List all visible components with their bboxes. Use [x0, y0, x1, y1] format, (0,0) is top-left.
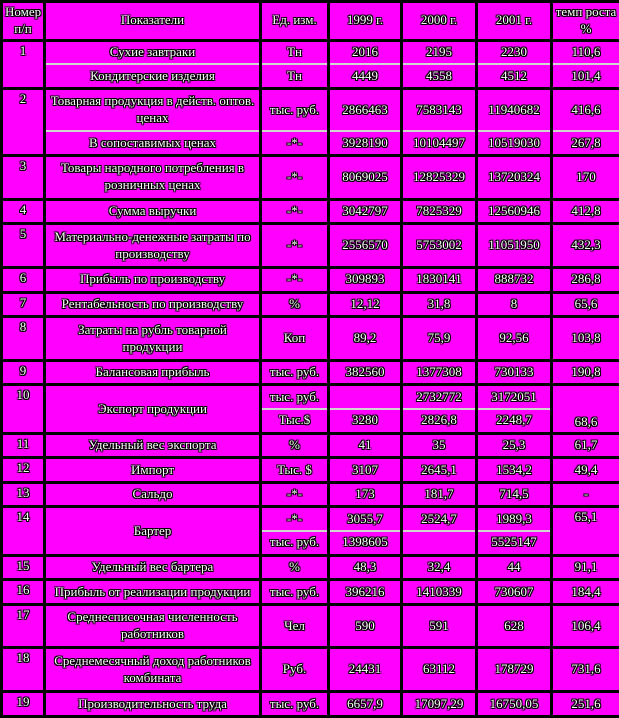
- row-number-cell: 17: [2, 604, 45, 648]
- growth-rate-cell: 170: [552, 156, 619, 200]
- unit-cell: Руб.: [261, 648, 329, 692]
- table-row: [2, 555, 619, 580]
- indicator-cell: Затраты на рубль товарной продукции: [45, 317, 261, 361]
- unit-cell: Тн: [261, 64, 329, 88]
- unit-cell: тыс. руб.: [261, 385, 329, 409]
- unit-cell: -*-: [261, 507, 329, 531]
- value-1999-cell: 309893: [329, 267, 402, 292]
- growth-rate-cell: 190,8: [552, 360, 619, 385]
- col-header-2001: 2001 г.: [477, 2, 552, 41]
- value-2001-cell: 4512: [477, 64, 552, 88]
- table-row: [2, 40, 619, 64]
- unit-cell: -*-: [261, 224, 329, 268]
- indicator-cell: Сумма выручки: [45, 199, 261, 224]
- col-header-unit: Ед. изм.: [261, 2, 329, 41]
- table-row: [2, 604, 619, 648]
- value-1999-cell: 2866463: [329, 88, 402, 131]
- value-2001-cell: 178729: [477, 648, 552, 692]
- indicator-cell: Удельный вес бартера: [45, 555, 261, 580]
- table-row: [2, 482, 619, 507]
- value-1999-cell: 48,3: [329, 555, 402, 580]
- table-row: [2, 156, 619, 200]
- value-2001-cell: 10519030: [477, 131, 552, 155]
- value-1999-cell: 12,12: [329, 292, 402, 317]
- value-1999-cell: 41: [329, 433, 402, 458]
- value-2000-cell: 32,4: [402, 555, 477, 580]
- value-2000-cell: 2645,1: [402, 458, 477, 483]
- growth-rate-cell: 286,8: [552, 267, 619, 292]
- indicator-cell: Среднесписочная численность работников: [45, 604, 261, 648]
- indicator-cell: Экспорт продукции: [45, 385, 261, 433]
- value-1999-cell: 3107: [329, 458, 402, 483]
- unit-cell: %: [261, 555, 329, 580]
- row-number-cell: 3: [2, 156, 45, 200]
- value-2000-cell: 4558: [402, 64, 477, 88]
- indicator-cell: Материально-денежные затраты по производству: [45, 224, 261, 268]
- unit-cell: -*-: [261, 131, 329, 155]
- table-row: [2, 267, 619, 292]
- value-1999-cell: [329, 385, 402, 409]
- value-2001-cell: 2230: [477, 40, 552, 64]
- indicator-cell: В сопоставимых ценах: [45, 131, 261, 155]
- value-2001-cell: 888732: [477, 267, 552, 292]
- value-2000-cell: 1377308: [402, 360, 477, 385]
- growth-rate-cell: 101,4: [552, 64, 619, 88]
- indicator-cell: Среднемесячный доход работников комбината: [45, 648, 261, 692]
- value-2000-cell: 1830141: [402, 267, 477, 292]
- value-2001-cell: 12560946: [477, 199, 552, 224]
- row-number-cell: 6: [2, 267, 45, 292]
- value-2000-cell: [402, 531, 477, 555]
- indicator-cell: Товарная продукция в действ. оптов. ценах: [45, 88, 261, 131]
- row-number-cell: 10: [2, 385, 45, 433]
- indicator-cell: Балансовая прибыль: [45, 360, 261, 385]
- value-2001-cell: 730133: [477, 360, 552, 385]
- table-row: [2, 648, 619, 692]
- indicator-cell: Рентабельность по производству: [45, 292, 261, 317]
- value-1999-cell: 2016: [329, 40, 402, 64]
- value-1999-cell: 3042797: [329, 199, 402, 224]
- value-2001-cell: 11940682: [477, 88, 552, 131]
- table-row: [2, 433, 619, 458]
- unit-cell: тыс. руб.: [261, 580, 329, 605]
- value-1999-cell: 3055,7: [329, 507, 402, 531]
- value-2000-cell: 75,9: [402, 317, 477, 361]
- value-1999-cell: 590: [329, 604, 402, 648]
- value-2001-cell: 730607: [477, 580, 552, 605]
- value-1999-cell: 173: [329, 482, 402, 507]
- col-header-indicator: Показатели: [45, 2, 261, 41]
- value-2000-cell: 7583143: [402, 88, 477, 131]
- row-number-cell: 2: [2, 88, 45, 155]
- value-2000-cell: 5753002: [402, 224, 477, 268]
- row-number-cell: 9: [2, 360, 45, 385]
- table-row: [2, 458, 619, 483]
- row-number-cell: 8: [2, 317, 45, 361]
- table-row: [2, 692, 619, 717]
- value-2000-cell: 17097,29: [402, 692, 477, 717]
- table-row: [2, 317, 619, 361]
- indicator-cell: Сухие завтраки: [45, 40, 261, 64]
- table-row: [2, 88, 619, 131]
- growth-rate-cell: 61,7: [552, 433, 619, 458]
- value-2001-cell: 13720324: [477, 156, 552, 200]
- growth-rate-cell: -: [552, 482, 619, 507]
- value-1999-cell: 2556570: [329, 224, 402, 268]
- value-1999-cell: 396216: [329, 580, 402, 605]
- growth-rate-cell: 91,1: [552, 555, 619, 580]
- growth-rate-cell: 432,3: [552, 224, 619, 268]
- col-header-2000: 2000 г.: [402, 2, 477, 41]
- table-row: [2, 580, 619, 605]
- value-2000-cell: 2826,8: [402, 409, 477, 433]
- unit-cell: -*-: [261, 482, 329, 507]
- value-2000-cell: 2524,7: [402, 507, 477, 531]
- growth-rate-cell: 731,6: [552, 648, 619, 692]
- table-row: [2, 199, 619, 224]
- col-header-number: Номер п/п: [2, 2, 45, 41]
- growth-rate-cell: 68,6: [552, 385, 619, 433]
- table-row: [2, 224, 619, 268]
- table-row: [2, 385, 619, 409]
- row-number-cell: 13: [2, 482, 45, 507]
- value-2001-cell: 11051950: [477, 224, 552, 268]
- value-1999-cell: 4449: [329, 64, 402, 88]
- unit-cell: Чел: [261, 604, 329, 648]
- growth-rate-cell: 49,4: [552, 458, 619, 483]
- growth-rate-cell: 412,8: [552, 199, 619, 224]
- unit-cell: Тн: [261, 40, 329, 64]
- value-2001-cell: 25,3: [477, 433, 552, 458]
- value-2000-cell: 591: [402, 604, 477, 648]
- value-2000-cell: 1410339: [402, 580, 477, 605]
- value-2001-cell: 1534,2: [477, 458, 552, 483]
- growth-rate-cell: 110,6: [552, 40, 619, 64]
- unit-cell: %: [261, 292, 329, 317]
- unit-cell: тыс. руб.: [261, 360, 329, 385]
- indicator-cell: Прибыль по производству: [45, 267, 261, 292]
- table-row: [2, 64, 619, 88]
- row-number-cell: 16: [2, 580, 45, 605]
- unit-cell: тыс. руб.: [261, 88, 329, 131]
- row-number-cell: 14: [2, 507, 45, 555]
- value-2001-cell: 8: [477, 292, 552, 317]
- row-number-cell: 15: [2, 555, 45, 580]
- row-number-cell: 1: [2, 40, 45, 88]
- unit-cell: -*-: [261, 199, 329, 224]
- value-2000-cell: 7825329: [402, 199, 477, 224]
- indicator-cell: Кондитерские изделия: [45, 64, 261, 88]
- value-2001-cell: 16750,05: [477, 692, 552, 717]
- indicator-cell: Прибыль от реализации продукции: [45, 580, 261, 605]
- value-1999-cell: 3280: [329, 409, 402, 433]
- growth-rate-cell: 416,6: [552, 88, 619, 131]
- value-2001-cell: 3172051: [477, 385, 552, 409]
- row-number-cell: 19: [2, 692, 45, 717]
- table-header-row: [2, 2, 619, 41]
- indicator-cell: Сальдо: [45, 482, 261, 507]
- growth-rate-cell: 184,4: [552, 580, 619, 605]
- row-number-cell: 18: [2, 648, 45, 692]
- value-1999-cell: 8069025: [329, 156, 402, 200]
- growth-rate-cell: 267,8: [552, 131, 619, 155]
- value-2001-cell: 92,56: [477, 317, 552, 361]
- growth-rate-cell: 103,8: [552, 317, 619, 361]
- value-2000-cell: 181,7: [402, 482, 477, 507]
- value-2000-cell: 2195: [402, 40, 477, 64]
- unit-cell: %: [261, 433, 329, 458]
- table-row: [2, 292, 619, 317]
- value-2001-cell: 5525147: [477, 531, 552, 555]
- indicator-cell: Бартер: [45, 507, 261, 555]
- row-number-cell: 4: [2, 199, 45, 224]
- col-header-rate: темп роста %: [552, 2, 619, 41]
- row-number-cell: 12: [2, 458, 45, 483]
- value-1999-cell: 24431: [329, 648, 402, 692]
- unit-cell: -*-: [261, 156, 329, 200]
- value-2000-cell: 12825329: [402, 156, 477, 200]
- value-1999-cell: 382560: [329, 360, 402, 385]
- value-2001-cell: 2248,7: [477, 409, 552, 433]
- value-1999-cell: 3928190: [329, 131, 402, 155]
- indicator-cell: Товары народного потребления в розничных ценах: [45, 156, 261, 200]
- value-2001-cell: 628: [477, 604, 552, 648]
- value-1999-cell: 1398605: [329, 531, 402, 555]
- unit-cell: Тыс. $: [261, 458, 329, 483]
- value-2000-cell: 35: [402, 433, 477, 458]
- indicator-cell: Импорт: [45, 458, 261, 483]
- row-number-cell: 5: [2, 224, 45, 268]
- unit-cell: -*-: [261, 267, 329, 292]
- col-header-1999: 1999 г.: [329, 2, 402, 41]
- table-row: [2, 507, 619, 531]
- table-row: [2, 360, 619, 385]
- indicator-cell: Производительность труда: [45, 692, 261, 717]
- growth-rate-cell: 65,6: [552, 292, 619, 317]
- unit-cell: Тыс.$: [261, 409, 329, 433]
- value-2000-cell: 31,8: [402, 292, 477, 317]
- growth-rate-cell: 65,1: [552, 507, 619, 555]
- growth-rate-cell: 106,4: [552, 604, 619, 648]
- value-1999-cell: 89,2: [329, 317, 402, 361]
- value-2000-cell: 2732772: [402, 385, 477, 409]
- unit-cell: тыс. руб.: [261, 531, 329, 555]
- row-number-cell: 7: [2, 292, 45, 317]
- unit-cell: Коп: [261, 317, 329, 361]
- row-number-cell: 11: [2, 433, 45, 458]
- value-2001-cell: 1989,3: [477, 507, 552, 531]
- indicator-cell: Удельный вес экспорта: [45, 433, 261, 458]
- value-2001-cell: 44: [477, 555, 552, 580]
- table-row: [2, 131, 619, 155]
- unit-cell: тыс. руб.: [261, 692, 329, 717]
- value-2001-cell: 714,5: [477, 482, 552, 507]
- growth-rate-cell: 251,6: [552, 692, 619, 717]
- value-1999-cell: 6657,9: [329, 692, 402, 717]
- value-2000-cell: 63112: [402, 648, 477, 692]
- value-2000-cell: 10104497: [402, 131, 477, 155]
